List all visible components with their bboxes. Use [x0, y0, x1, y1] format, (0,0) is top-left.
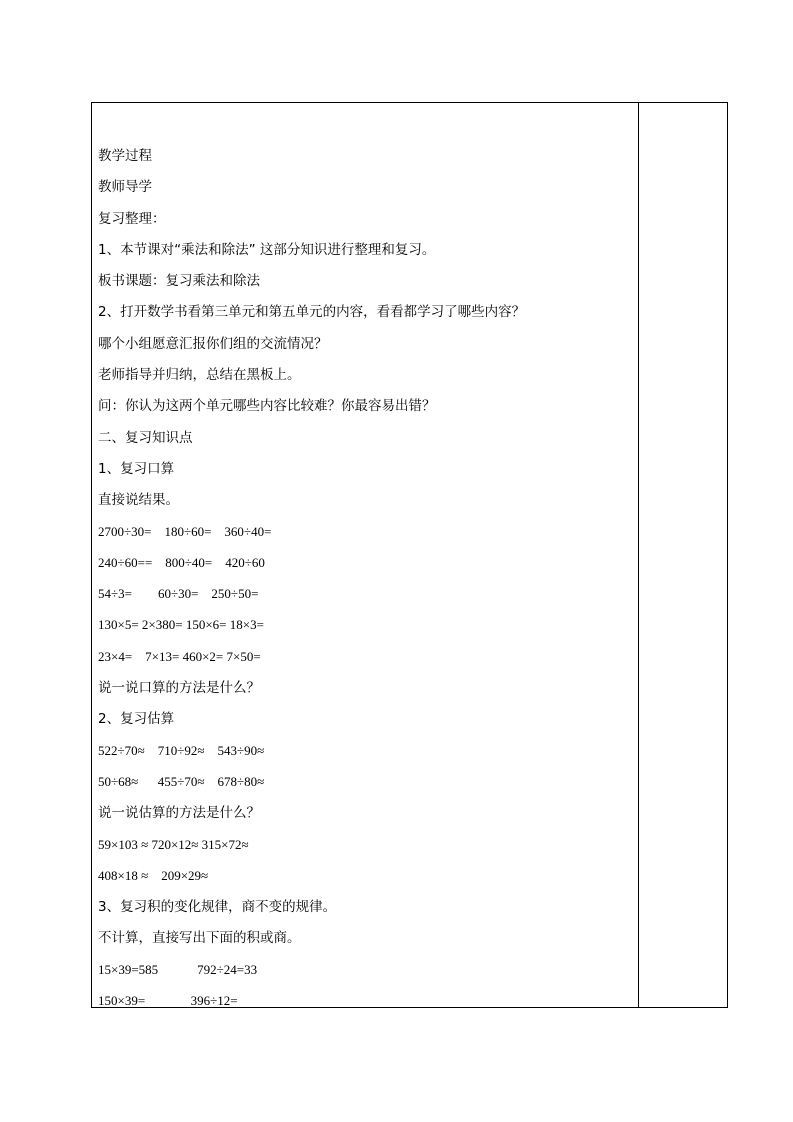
text-line: 130×5= 2×380= 150×6= 18×3=	[98, 617, 264, 633]
text-line: 1、本节课对“乘法和除法” 这部分知识进行整理和复习。	[98, 241, 436, 258]
text-line: 522÷70≈ 710÷92≈ 543÷90≈	[98, 742, 265, 758]
text-line: 问：你认为这两个单元哪些内容比较难？你最容易出错？	[98, 398, 436, 415]
text-line: 板书课题：复习乘法和除法	[98, 273, 260, 290]
text-line: 1、复习口算	[98, 460, 175, 477]
text-line: 说一说估算的方法是什么？	[98, 805, 260, 822]
text-line: 老师指导并归纳，总结在黑板上。	[98, 367, 301, 384]
text-line: 2、复习估算	[98, 711, 175, 728]
text-line: 54÷3= 60÷30= 250÷50=	[98, 586, 259, 602]
text-line: 复习整理：	[98, 210, 166, 227]
text-line: 不计算，直接写出下面的积或商。	[98, 930, 301, 947]
text-line: 3、复习积的变化规律，商不变的规律。	[98, 899, 337, 916]
text-line: 教学过程	[98, 148, 152, 164]
notes-cell	[639, 103, 727, 1007]
text-line: 50÷68≈ 455÷70≈ 678÷80≈	[98, 773, 265, 789]
text-line: 二、复习知识点	[98, 429, 193, 446]
text-line: 59×103 ≈ 720×12≈ 315×72≈	[98, 836, 249, 852]
text-line: 教师导学	[98, 179, 152, 196]
text-line: 408×18 ≈ 209×29≈	[98, 867, 209, 883]
text-line: 23×4= 7×13= 460×2= 7×50=	[98, 648, 261, 664]
lesson-content-cell	[98, 144, 633, 1020]
text-line: 240÷60== 800÷40= 420÷60	[98, 554, 265, 570]
text-line: 说一说口算的方法是什么？	[98, 680, 260, 697]
text-line: 15×39=585 792÷24=33	[98, 961, 258, 977]
text-line: 直接说结果。	[98, 492, 179, 509]
text-line: 哪个小组愿意汇报你们组的交流情况？	[98, 335, 328, 352]
text-line: 150×39= 396÷12=	[98, 993, 238, 1009]
text-line: 2700÷30= 180÷60= 360÷40=	[98, 523, 272, 539]
text-line: 2、打开数学书看第三单元和第五单元的内容，看看都学习了哪些内容？	[98, 304, 526, 321]
lesson-table	[91, 102, 728, 1008]
